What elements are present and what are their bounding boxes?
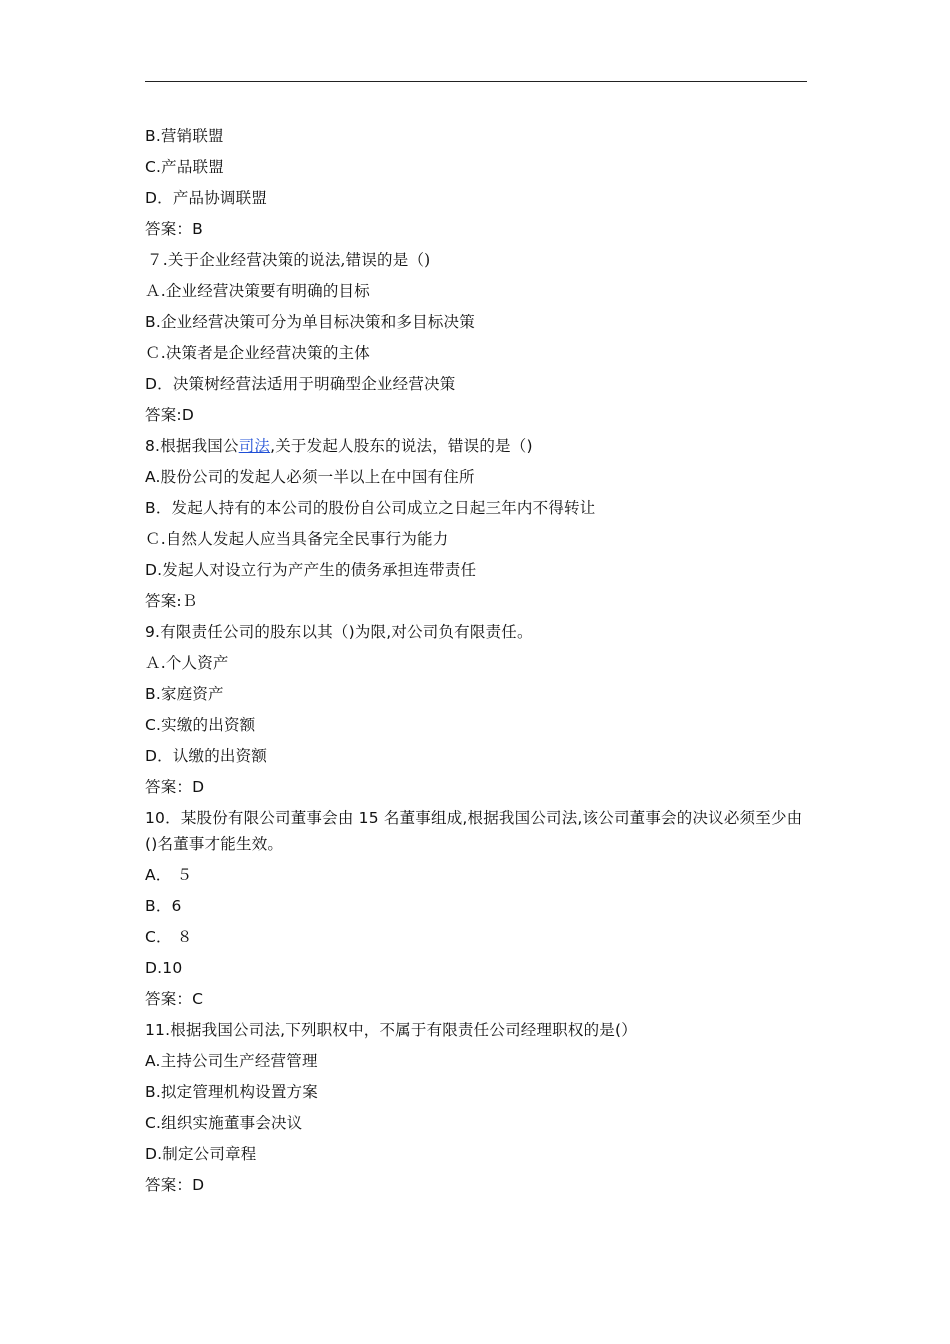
question-line: 11.根据我国公司法,下列职权中，不属于有限责任公司经理职权的是(） — [145, 1021, 637, 1039]
option-line: D．产品协调联盟 — [145, 189, 268, 207]
answer-line: 答案：C — [145, 990, 204, 1008]
option-line: C.产品联盟 — [145, 158, 224, 176]
option-line: B.拟定管理机构设置方案 — [145, 1083, 318, 1101]
question-line: ７.关于企业经营决策的说法,错误的是（) — [147, 251, 431, 269]
option-line: A． ５ — [145, 866, 193, 884]
option-line: B.家庭资产 — [145, 685, 224, 703]
option-line: B．6 — [145, 897, 182, 915]
option-line: B．发起人持有的本公司的股份自公司成立之日起三年内不得转让 — [145, 499, 596, 517]
answer-line: 答案：B — [145, 220, 203, 238]
company-law-link[interactable]: 司法 — [238, 437, 271, 455]
option-line: D．决策树经营法适用于明确型企业经营决策 — [145, 375, 456, 393]
option-line: A.主持公司生产经营管理 — [145, 1052, 318, 1070]
document-body — [145, 121, 807, 1201]
option-line: A.股份公司的发起人必须一半以上在中国有住所 — [145, 468, 475, 486]
option-line: D.制定公司章程 — [145, 1145, 257, 1163]
option-line: C.实缴的出资额 — [145, 716, 256, 734]
question-line: 10．某股份有限公司董事会由 15 名董事组成,根据我国公司法,该公司董事会的决议必须至少由()名董事才能生效。 — [145, 809, 803, 853]
answer-line: 答案：D — [145, 1176, 205, 1194]
option-line: B.营销联盟 — [145, 127, 224, 145]
option-line: C.组织实施董事会决议 — [145, 1114, 303, 1132]
answer-line: 答案:D — [145, 406, 194, 424]
question-text-end: ,关于发起人股东的说法，错误的是（) — [270, 437, 533, 455]
option-line: B.企业经营决策可分为单目标决策和多目标决策 — [145, 313, 475, 331]
answer-line: 答案:Ｂ — [145, 592, 198, 610]
header-rule — [145, 81, 807, 82]
option-line: Ｃ.自然人发起人应当具备完全民事行为能力 — [145, 530, 449, 548]
option-line: Ｃ.决策者是企业经营决策的主体 — [145, 344, 370, 362]
option-line: C． ８ — [145, 928, 193, 946]
option-line: D.10 — [145, 959, 183, 977]
question-line: 9.有限责任公司的股东以其（)为限,对公司负有限责任。 — [145, 623, 533, 641]
option-line: D.发起人对设立行为产产生的债务承担连带责任 — [145, 561, 477, 579]
question-line — [145, 431, 807, 462]
option-line: D．认缴的出资额 — [145, 747, 268, 765]
option-line: Ａ.个人资产 — [145, 654, 229, 672]
option-line: Ａ.企业经营决策要有明确的目标 — [145, 282, 370, 300]
answer-line: 答案：D — [145, 778, 205, 796]
question-text-start: 8.根据我国公 — [145, 437, 239, 455]
